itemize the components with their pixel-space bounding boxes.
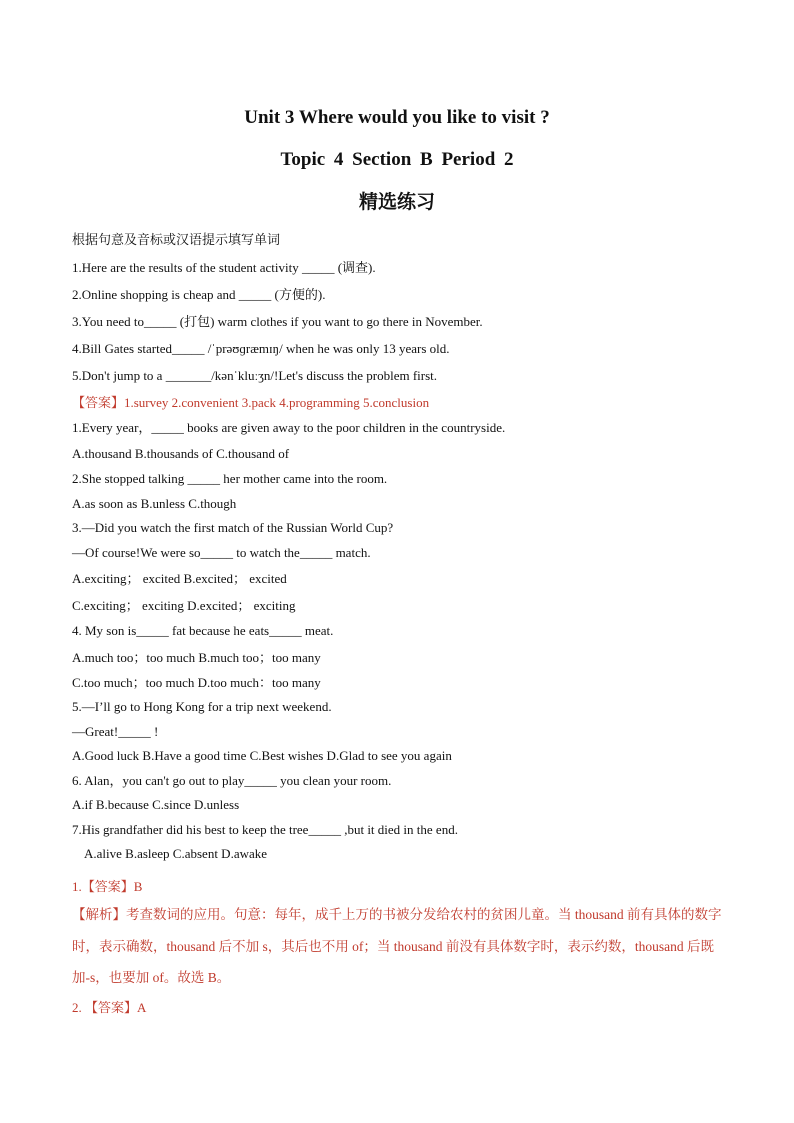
question-6-options: A.if B.because C.since D.unless — [72, 797, 240, 812]
question-3-options-ab: A.exciting； excited B.excited； excited — [72, 571, 287, 586]
unit-title: Unit 3 Where would you like to visit ? — [244, 107, 550, 128]
fill-item-1: 1.Here are the results of the student activity _____ (调查). — [72, 259, 376, 275]
question-5-options: A.Good luck B.Have a good time C.Best wishes D.Glad to see you again — [72, 748, 452, 763]
question-7: 7.His grandfather did his best to keep the tree_____ ,but it died in the end. — [72, 821, 458, 837]
question-5: 5.—I’ll go to Hong Kong for a trip next weekend. — [72, 699, 332, 714]
part1-answer: 【答案】1.survey 2.convenient 3.pack 4.programming 5.conclusion — [72, 394, 430, 410]
question-2: 2.She stopped talking _____ her mother came into the room. — [72, 471, 388, 486]
fill-item-3: 3.You need to_____ (打包) warm clothes if you want to go there in November. — [72, 313, 483, 329]
document-body — [72, 229, 732, 1021]
topic-title: Topic 4 Section B Period 2 — [280, 149, 514, 170]
fill-item-2: 2.Online shopping is cheap and _____ (方便的). — [72, 286, 326, 302]
explanation-1: 【解析】考查数词的应用。句意：每年，成千上万的书被分发给农村的贫困儿童。当 thousand 前有具体的数字时，表示确数，thousand 后不加 s，其后也不用 of；当 thousand 前没有具体数字时，表示约数，thousand 后既加-s，也要加 of。故选 B。 — [72, 907, 722, 985]
question-1: 1.Every year，_____ books are given away to the poor children in the countryside. — [72, 419, 506, 435]
question-3: 3.—Did you watch the first match of the Russian World Cup? — [72, 520, 394, 535]
question-4-options-ab: A.much too；too much B.much too；too many — [72, 649, 321, 665]
fill-item-4: 4.Bill Gates started_____ /ˈprəʊɡræmɪŋ/ when he was only 13 years old. — [72, 340, 450, 356]
exercise-heading: 精选练习 — [358, 191, 435, 213]
question-5-reply: —Great!_____ ! — [72, 723, 159, 739]
question-3-reply: —Of course!We were so_____ to watch the_____ match. — [72, 544, 371, 560]
question-7-options: A.alive B.asleep C.absent D.awake — [84, 846, 268, 861]
answer-2: 2. 【答案】A — [72, 999, 147, 1015]
part1-instruction: 根据句意及音标或汉语提示填写单词 — [72, 233, 281, 248]
title-block — [0, 104, 794, 216]
question-2-options: A.as soon as B.unless C.though — [72, 495, 237, 511]
question-1-options: A.thousand B.thousands of C.thousand of — [72, 446, 290, 461]
question-4: 4. My son is_____ fat because he eats_____ meat. — [72, 623, 334, 638]
fill-item-5: 5.Don't jump to a _______/kənˈkluːʒn/!Let's discuss the problem first. — [72, 367, 438, 383]
question-4-options-cd: C.too much；too much D.too much：too many — [72, 674, 321, 690]
question-3-options-cd: C.exciting； exciting D.excited； exciting — [72, 598, 296, 613]
answer-1: 1.【答案】B — [72, 878, 143, 894]
question-6: 6. Alan，you can't go out to play_____ you clean your room. — [72, 772, 392, 788]
